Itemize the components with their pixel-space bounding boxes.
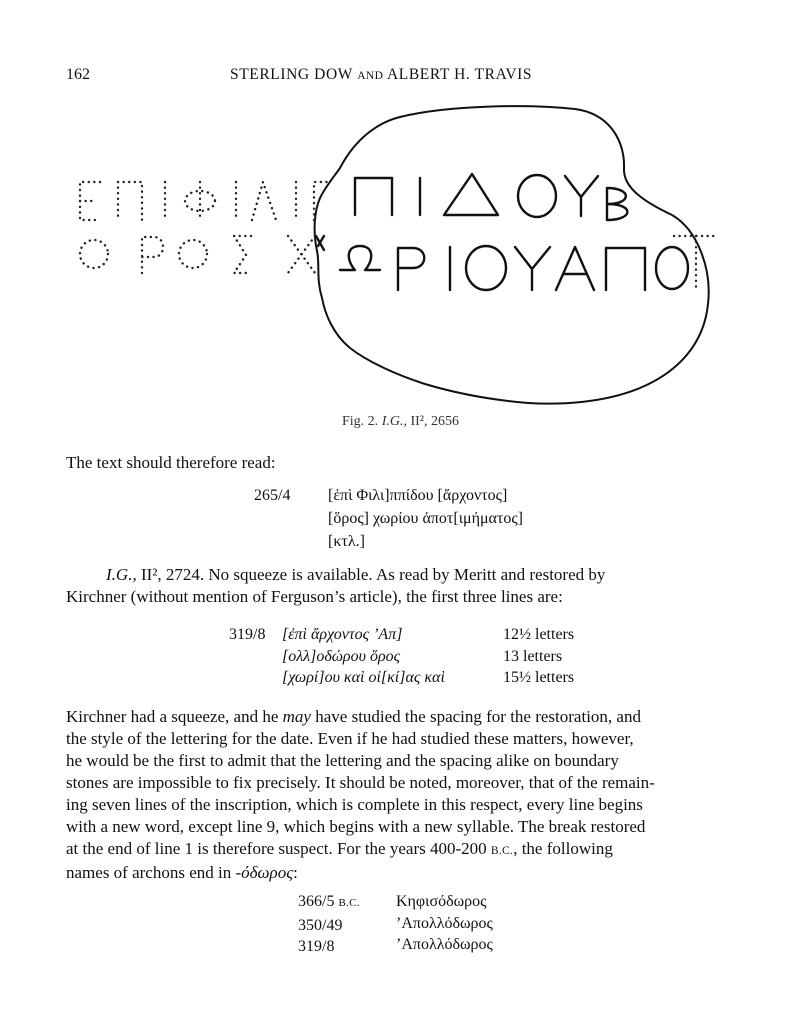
reading-line: [ὅρος] χωρίου ἀποτ[ιμήματος] bbox=[328, 510, 523, 527]
reading-lines bbox=[328, 484, 523, 553]
reading-date: 319/8 bbox=[229, 626, 266, 643]
stone-fragment-outline bbox=[315, 106, 709, 403]
archon-name: ’Απολλόδωρος bbox=[396, 936, 493, 953]
solid-letters bbox=[316, 174, 688, 290]
reading-line: [κτλ.] bbox=[328, 533, 365, 550]
text-line: at the end of line 1 is therefore suspect. For the years 400-200 B.C., the following bbox=[66, 839, 613, 858]
caption-rest: II², 2656 bbox=[410, 414, 459, 429]
reading-line: [ἐπὶ ἄρχοντος ’Απ] bbox=[282, 626, 403, 643]
text-line: The text should therefore read: bbox=[66, 453, 276, 472]
archon-year: 319/8 bbox=[298, 938, 335, 955]
caption-ref: I.G., bbox=[381, 414, 407, 429]
archon-names bbox=[396, 891, 493, 956]
text-line: stones are impossible to fix precisely. It should be noted, moreover, that of the remain- bbox=[66, 773, 655, 792]
reading-date: 265/4 bbox=[254, 487, 291, 504]
letter-count: 15½ letters bbox=[503, 669, 575, 686]
paragraph-intro bbox=[66, 452, 738, 474]
text-line: names of archons end in -όδωρος: bbox=[66, 863, 298, 882]
reading-line: [χωρί]ου καὶ οἰ[κί]ας καὶ bbox=[282, 669, 445, 686]
text-line: ing seven lines of the inscription, which is complete in this respect, every line begins bbox=[66, 795, 643, 814]
archon-years bbox=[298, 891, 360, 958]
paragraph-kirchner bbox=[66, 706, 738, 884]
text-line: with a new word, except line 9, which begins with a new syllable. The break restored bbox=[66, 817, 646, 836]
author-1: STERLING DOW bbox=[230, 66, 353, 83]
figure-caption bbox=[0, 414, 801, 430]
letter-count: 12½ letters bbox=[503, 626, 575, 643]
reading-lines bbox=[282, 624, 445, 689]
caption-prefix: Fig. 2. bbox=[342, 414, 379, 429]
running-header bbox=[230, 66, 532, 84]
archon-year: 366/5 B.C. bbox=[298, 893, 360, 910]
archon-name: ’Απολλόδωρος bbox=[396, 914, 493, 932]
archon-name: Κηφισόδωρος bbox=[396, 893, 487, 910]
ig-ref: I.G., bbox=[106, 565, 137, 584]
reading-line: [ολλ]οδώρου ὅρος bbox=[282, 647, 401, 665]
text-line: the style of the lettering for the date. Even if he had studied these matters, however, bbox=[66, 729, 634, 748]
text-line: Kirchner had a squeeze, and he may have studied the spacing for the restoration, and bbox=[66, 707, 641, 726]
paragraph-ig-2724 bbox=[66, 564, 738, 608]
reading-line: [ἐπὶ Φιλι]ππίδου [ἄρχοντος] bbox=[328, 487, 508, 504]
page-number: 162 bbox=[66, 66, 90, 83]
and-word: AND bbox=[357, 70, 384, 82]
author-2: ALBERT H. TRAVIS bbox=[386, 66, 533, 83]
text-line: I.G., II², 2724. No squeeze is available. As read by Meritt and restored by bbox=[106, 565, 606, 584]
inscription-figure bbox=[0, 100, 801, 410]
archon-year: 350/49 bbox=[298, 916, 343, 934]
letter-count: 13 letters bbox=[503, 647, 563, 665]
letter-counts bbox=[503, 624, 574, 689]
text-line: he would be the first to admit that the lettering and the spacing alike on boundary bbox=[66, 751, 619, 770]
text-line: Kirchner (without mention of Ferguson’s article), the first three lines are: bbox=[66, 587, 563, 606]
